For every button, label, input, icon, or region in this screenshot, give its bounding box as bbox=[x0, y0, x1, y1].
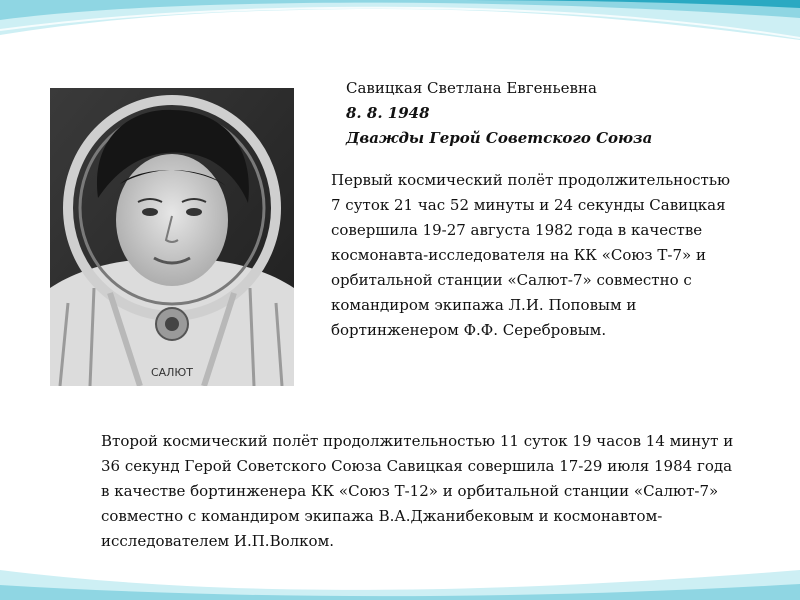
person-header bbox=[346, 76, 766, 151]
helmet-label: САЛЮТ bbox=[150, 366, 194, 379]
top-wave-decoration bbox=[0, 0, 800, 80]
birth-date: 8. 8. 1948 bbox=[346, 104, 430, 122]
second-flight-paragraph: Второй космический полёт продолжительностью 11 суток 19 часов 14 минут и 36 секунд Герой Советского Союза Савицкая совершила 17-29 июля 1984 года в качестве бортинженера КК «Союз Т-12» и орбитальной станции «Салют-7» совместно с командиром экипажа В.А.Джанибековым и космонавтом-исследователем И.П.Волком. bbox=[101, 432, 734, 550]
honor-title: Дважды Герой Советского Союза bbox=[346, 129, 653, 147]
first-flight-paragraph: Первый космический полёт продолжительностью 7 суток 21 час 52 минуты и 24 секунды Савицкая совершила 19-27 августа 1982 года в качестве космонавта-исследователя на КК «Союз Т-7» и орбитальной станции «Салют-7» совместно с командиром экипажа Л.И. Поповым и бортинженером Ф.Ф. Серебровым. bbox=[331, 171, 731, 339]
cosmonaut-portrait bbox=[50, 88, 294, 386]
person-name: Савицкая Светлана Евгеньевна bbox=[346, 79, 597, 97]
